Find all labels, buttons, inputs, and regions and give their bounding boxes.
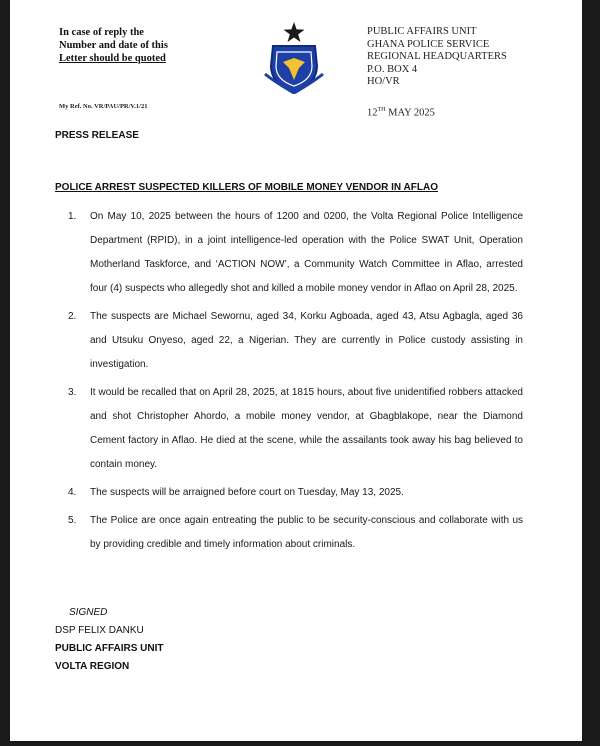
- reference-number: My Ref. No. VR/PAU/PR/V.1/21: [59, 103, 148, 110]
- signatory-region: VOLTA REGION: [55, 661, 130, 672]
- date-day: 12: [367, 107, 378, 119]
- item-number: 5.: [68, 515, 77, 526]
- date-rest: MAY 2025: [385, 107, 435, 119]
- address-line: HO/VR: [367, 76, 400, 87]
- ghana-police-crest-icon: [261, 22, 327, 94]
- item-text: It would be recalled that on April 28, 2025, at 1815 hours, about five unidentified robbers attacked and shot Christopher Ahordo, a mobile money vendor, at Gbagblakope, near the Diamond Cement factory in Aflao. He died at the scene, while the assailants took away his bag believed to contain money.: [90, 387, 523, 470]
- list-item: [68, 205, 523, 301]
- item-text: The Police are once again entreating the public to be security-conscious and collaborate with us by providing credible and timely information about criminals.: [90, 515, 523, 550]
- reply-note-line: Letter should be quoted: [59, 53, 166, 64]
- address-line: PUBLIC AFFAIRS UNIT: [367, 26, 477, 37]
- signatory-name: DSP FELIX DANKU: [55, 625, 144, 636]
- list-item: [68, 381, 523, 477]
- list-item: [68, 305, 523, 377]
- item-number: 3.: [68, 387, 77, 398]
- crest-star-icon: [284, 22, 305, 42]
- address-line: P.O. BOX 4: [367, 63, 418, 75]
- signed-label: SIGNED: [69, 607, 108, 618]
- item-number: 2.: [68, 311, 77, 322]
- signature-block: [55, 604, 164, 676]
- address-line: GHANA POLICE SERVICE: [367, 38, 490, 50]
- letter-date: [367, 107, 435, 119]
- item-text: The suspects are Michael Sewornu, aged 34, Korku Agboada, aged 43, Atsu Agbagla, aged 36 and Utsuku Onyeso, aged 22, a Nigerian. They are currently in Police custody assisting in investigation.: [90, 311, 523, 370]
- item-text: On May 10, 2025 between the hours of 1200 and 0200, the Volta Regional Police Intelligence Department (RPID), in a joint intelligence-led operation with the Police SWAT Unit, Operation Motherland Taskforce, and ‘ACTION NOW’, a Community Watch Committee in Aflao, arrested four (4) suspects who allegedly shot and killed a mobile money vendor in Aflao on April 28, 2025.: [90, 211, 523, 294]
- item-text: The suspects will be arraigned before court on Tuesday, May 13, 2025.: [90, 487, 404, 498]
- reply-note: [59, 26, 168, 65]
- list-item: [68, 509, 523, 557]
- release-items: [68, 205, 523, 561]
- reply-note-line: Number and date of this: [59, 40, 168, 51]
- address-line: REGIONAL HEADQUARTERS: [367, 51, 507, 62]
- date-suffix: TH: [377, 107, 386, 113]
- item-number: 4.: [68, 487, 77, 498]
- letter-page: [10, 0, 582, 741]
- signatory-unit: PUBLIC AFFAIRS UNIT: [55, 643, 164, 654]
- headline: POLICE ARREST SUSPECTED KILLERS OF MOBILE MONEY VENDOR IN AFLAO: [55, 182, 438, 193]
- item-number: 1.: [68, 211, 77, 222]
- press-release-label: PRESS RELEASE: [55, 130, 139, 141]
- reply-note-line: In case of reply the: [59, 27, 144, 38]
- address-block: [367, 26, 507, 89]
- list-item: [68, 481, 523, 505]
